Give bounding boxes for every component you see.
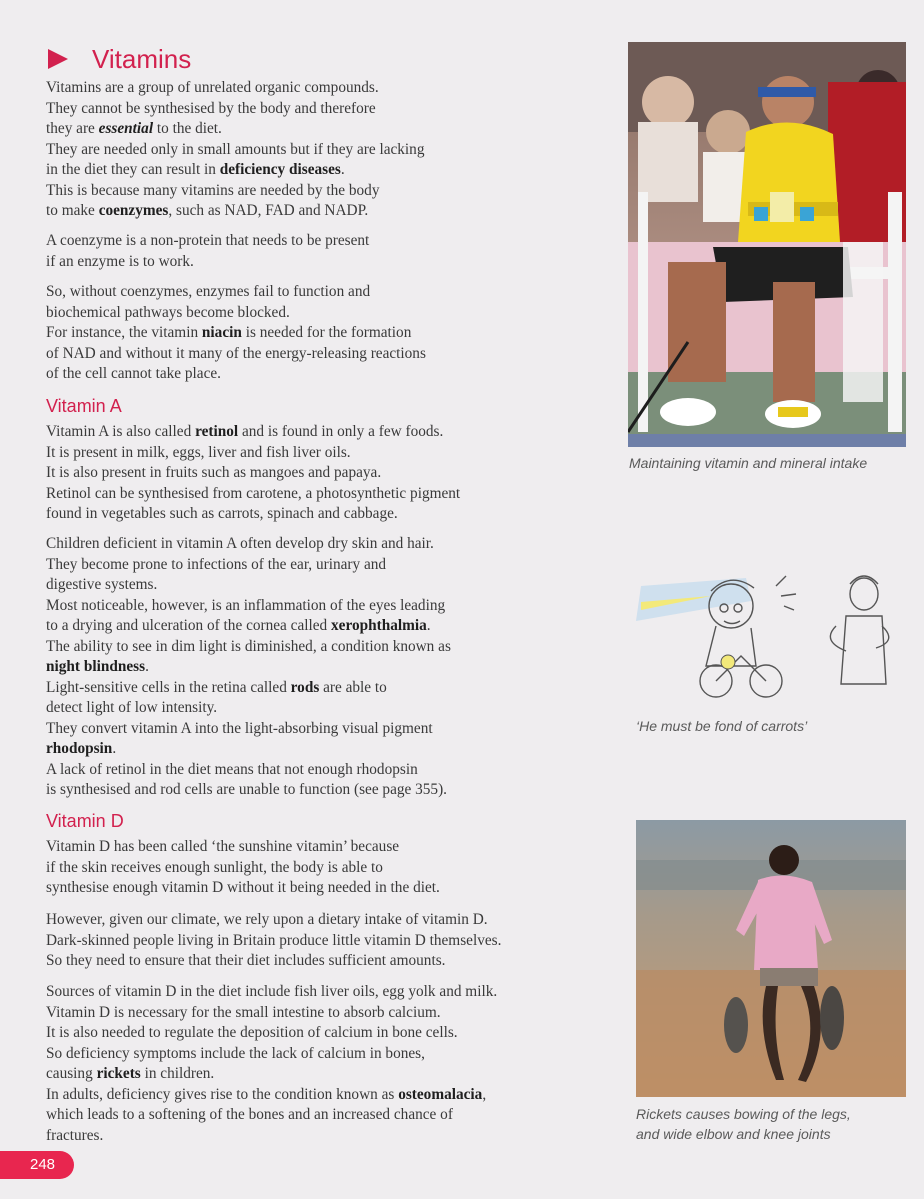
- text-run: if an enzyme is to work.: [46, 252, 194, 270]
- text-line: [46, 760, 451, 781]
- cartoon-caption: ‘He must be fond of carrots’: [636, 718, 808, 734]
- text-line: [46, 637, 451, 658]
- text-line: [46, 422, 460, 443]
- text-run: They become prone to infections of the ear, urinary and: [46, 555, 387, 573]
- text-run: They cannot be synthesised by the body and therefore: [46, 99, 376, 117]
- text-run: Light-sensitive cells in the retina called: [46, 678, 291, 696]
- text-run: .: [145, 658, 149, 675]
- text-run: causing: [46, 1065, 97, 1082]
- text-run: So deficiency symptoms include the lack of calcium in bones,: [46, 1044, 425, 1062]
- rickets-photo: [636, 820, 906, 1097]
- vitamin-a-paragraph-2: [46, 534, 451, 801]
- text-line: [46, 555, 451, 576]
- page-title: [46, 40, 191, 78]
- text-run: They are needed only in small amounts but if they are lacking: [46, 140, 425, 158]
- text-line: [46, 252, 369, 273]
- vitamin-d-paragraph-2: [46, 910, 501, 972]
- text-line: [46, 323, 426, 344]
- text-line: [46, 837, 440, 858]
- text-line: [46, 1003, 497, 1024]
- night-vision-cartoon: [636, 566, 906, 701]
- page-number: 248: [0, 1151, 74, 1179]
- text-line: [46, 596, 451, 617]
- text-run: which leads to a softening of the bones and an increased chance of: [46, 1106, 453, 1123]
- text-run: .: [426, 617, 431, 634]
- text-run: Retinol can be synthesised from carotene, a photosynthetic pigment: [46, 484, 461, 502]
- text-line: [46, 678, 451, 699]
- bold-term: night blindness: [46, 658, 146, 675]
- text-run: Dark-skinned people living in Britain produce little vitamin D themselves.: [46, 931, 502, 949]
- text-line: [46, 201, 424, 222]
- bold-term: rhodopsin: [46, 740, 113, 757]
- text-run: They convert vitamin A into the light-absorbing visual pigment: [46, 719, 433, 737]
- text-line: [46, 534, 451, 555]
- text-run: Vitamins are a group of unrelated organic compounds.: [46, 79, 379, 96]
- triangle-bullet-icon: [48, 49, 68, 69]
- text-run: This is because many vitamins are needed by the body: [46, 181, 380, 199]
- text-line: [46, 463, 460, 484]
- text-line: [46, 739, 451, 760]
- text-line: [46, 616, 451, 637]
- text-line: [46, 1064, 497, 1085]
- text-run: in children.: [140, 1065, 215, 1082]
- tennis-player-photo: [628, 42, 906, 447]
- text-line: [46, 878, 440, 899]
- text-line: [46, 364, 426, 385]
- bold-term: deficiency diseases: [219, 161, 341, 178]
- text-line: [46, 575, 451, 596]
- text-run: in the diet they can result in: [46, 161, 220, 178]
- text-line: [46, 484, 460, 505]
- text-run: are able to: [319, 678, 387, 696]
- text-run: biochemical pathways become blocked.: [46, 303, 290, 321]
- text-run: found in vegetables such as carrots, spinach and cabbage.: [46, 505, 398, 522]
- text-run: .: [340, 161, 345, 178]
- text-run: Vitamin D has been called ‘the sunshine vitamin’ because: [46, 838, 400, 855]
- text-line: [46, 1023, 497, 1044]
- text-line: [46, 951, 501, 972]
- text-line: [46, 78, 424, 99]
- text-line: [46, 780, 451, 801]
- text-run: A coenzyme is a non-protein that needs to be present: [46, 232, 370, 249]
- text-run: Vitamin A is also called: [46, 423, 196, 440]
- bold-term: osteomalacia: [398, 1085, 483, 1103]
- text-line: [46, 504, 460, 525]
- text-line: [46, 282, 426, 303]
- text-line: [46, 99, 424, 120]
- text-run: digestive systems.: [46, 576, 158, 593]
- coenzyme-paragraph: [46, 231, 369, 272]
- niacin-paragraph: [46, 282, 426, 385]
- text-line: [46, 1105, 497, 1126]
- vitamin-d-paragraph-3: [46, 982, 497, 1146]
- text-run: Vitamin D is necessary for the small intestine to absorb calcium.: [46, 1003, 441, 1021]
- text-line: [46, 910, 501, 931]
- bold-term: coenzymes: [98, 202, 169, 219]
- text-line: [46, 303, 426, 324]
- intro-paragraph: [46, 78, 424, 222]
- text-line: [46, 344, 426, 365]
- page-title-text: Vitamins: [92, 43, 192, 74]
- emphasis-term: essential: [98, 120, 154, 137]
- tennis-photo-caption: Maintaining vitamin and mineral intake: [629, 455, 868, 471]
- text-line: [46, 982, 497, 1003]
- text-run: So they need to ensure that their diet includes sufficient amounts.: [46, 952, 446, 969]
- text-line: [46, 160, 424, 181]
- text-run: ,: [482, 1085, 487, 1103]
- text-run: Sources of vitamin D in the diet include fish liver oils, egg yolk and milk.: [46, 983, 498, 1000]
- text-run: A lack of retinol in the diet means that not enough rhodopsin: [46, 760, 418, 778]
- vitamin-d-paragraph-1: [46, 837, 440, 899]
- bold-term: xerophthalmia: [331, 617, 427, 634]
- text-run: Children deficient in vitamin A often develop dry skin and hair.: [46, 535, 434, 552]
- text-run: detect light of low intensity.: [46, 699, 218, 716]
- text-line: [46, 140, 424, 161]
- text-line: [46, 119, 424, 140]
- bold-term: niacin: [201, 324, 242, 341]
- text-run: In adults, deficiency gives rise to the condition known as: [46, 1085, 399, 1103]
- text-line: [46, 698, 451, 719]
- text-line: [46, 1044, 497, 1065]
- text-line: [46, 443, 460, 464]
- vitamin-a-paragraph-1: [46, 422, 460, 525]
- text-line: [46, 858, 440, 879]
- text-run: and is found in only a few foods.: [238, 423, 444, 440]
- vitamin-a-heading: Vitamin A: [46, 396, 122, 416]
- text-run: Most noticeable, however, is an inflammation of the eyes leading: [46, 596, 446, 614]
- text-run: is synthesised and rod cells are unable to function (see page 355).: [46, 781, 447, 798]
- text-run: So, without coenzymes, enzymes fail to function and: [46, 283, 371, 300]
- text-run: to the diet.: [153, 120, 222, 137]
- text-run: For instance, the vitamin: [46, 324, 202, 341]
- text-run: they are: [46, 120, 99, 137]
- bold-term: rods: [290, 678, 320, 696]
- text-run: synthesise enough vitamin D without it being needed in the diet.: [46, 879, 440, 896]
- text-run: if the skin receives enough sunlight, the body is able to: [46, 858, 383, 876]
- rickets-caption-line-2: and wide elbow and knee joints: [636, 1126, 831, 1142]
- text-run: to make: [46, 202, 99, 219]
- text-run: However, given our climate, we rely upon a dietary intake of vitamin D.: [46, 911, 488, 928]
- text-line: [46, 231, 369, 252]
- bold-term: rickets: [96, 1065, 141, 1082]
- text-run: It is present in milk, eggs, liver and fish liver oils.: [46, 443, 351, 461]
- text-run: of the cell cannot take place.: [46, 365, 221, 382]
- text-run: The ability to see in dim light is diminished, a condition known as: [46, 637, 451, 655]
- rickets-caption-line-1: Rickets causes bowing of the legs,: [636, 1106, 851, 1122]
- text-line: [46, 1126, 497, 1147]
- text-run: It is also present in fruits such as mangoes and papaya.: [46, 464, 382, 481]
- text-run: It is also needed to regulate the deposition of calcium in bone cells.: [46, 1024, 458, 1041]
- text-line: [46, 181, 424, 202]
- text-line: [46, 719, 451, 740]
- bold-term: retinol: [195, 423, 239, 440]
- text-run: is needed for the formation: [241, 324, 412, 341]
- text-run: , such as NAD, FAD and NADP.: [168, 202, 369, 219]
- text-run: .: [112, 740, 117, 757]
- text-line: [46, 931, 501, 952]
- text-run: fractures.: [46, 1126, 104, 1144]
- text-line: [46, 657, 451, 678]
- text-line: [46, 1085, 497, 1106]
- text-run: to a drying and ulceration of the cornea called: [46, 617, 331, 634]
- text-run: of NAD and without it many of the energy-releasing reactions: [46, 344, 426, 362]
- vitamin-d-heading: Vitamin D: [46, 811, 124, 831]
